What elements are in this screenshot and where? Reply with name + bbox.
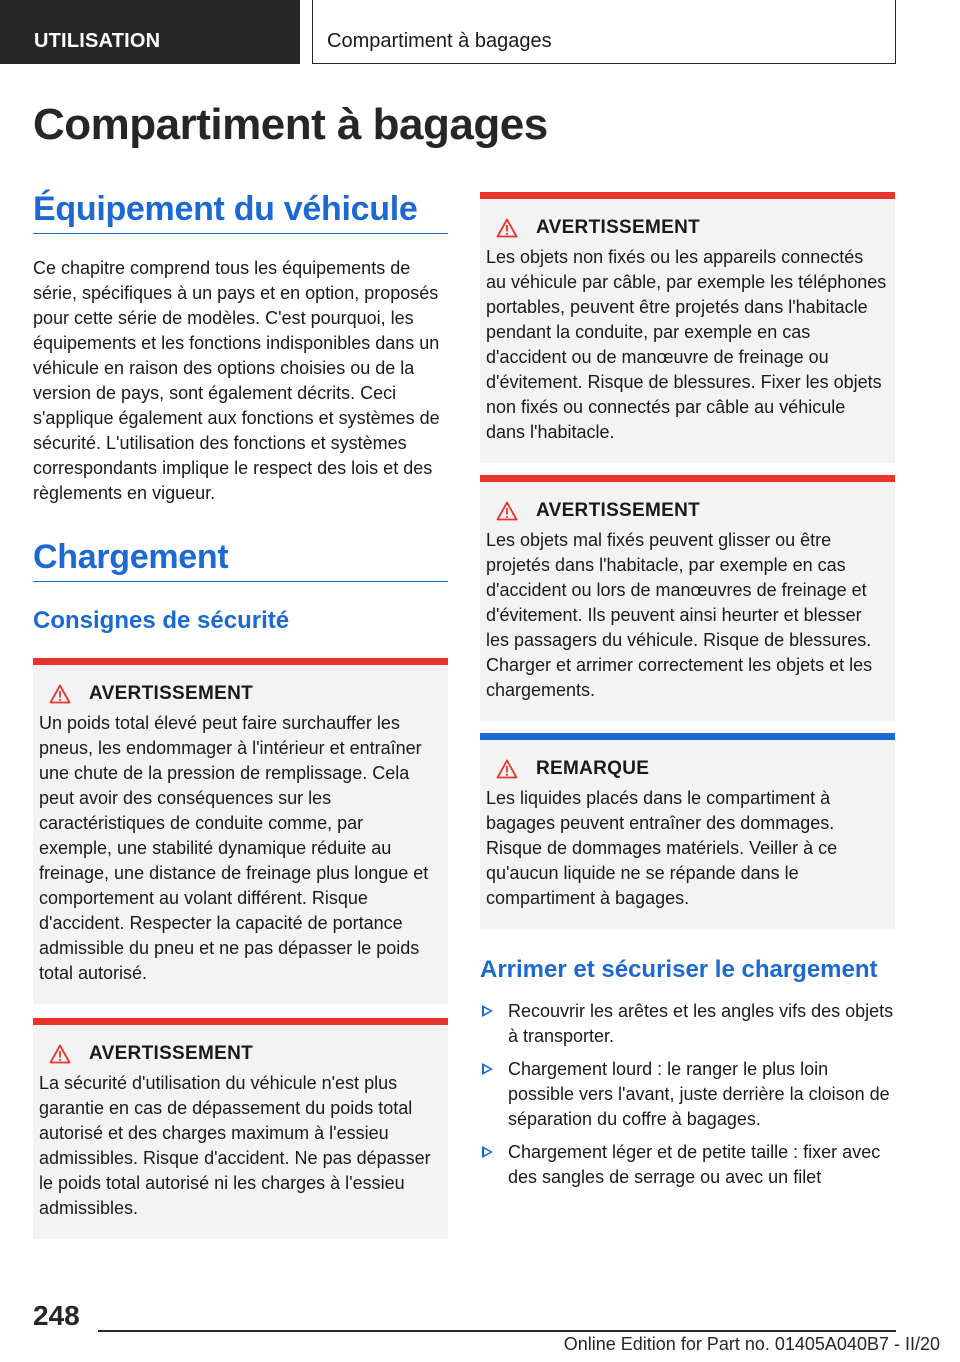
chapter-label: Compartiment à bagages <box>327 30 552 52</box>
warning-text: Un poids total élevé peut faire surchauffer les pneus, les endommager à l'intérieur et entraîner une chute de la pression de remplissage. Cela peut avoir des conséquences sur les caractéristiques de conduite comme, par exemple, une stabilité dynamique réduite au freinage, une distance de freinage plus longue et comportement au volant différent. Risque d'accident. Respecter la capacité de portance admissible du pneu et ne pas dépasser le poids total autorisé. <box>39 713 429 983</box>
warning-text: Les objets non fixés ou les appareils connectés au véhicule par câble, par exemple les téléphones portables, peuvent être projetés dans l'habitacle pendant la conduite, par exemple en cas d'accident ou de manœuvre de freinage ou d'évitement. Risque de blessures. Fixer les objets non fixés ou connectés par câble au véhicule dans l'habitacle. <box>486 247 887 442</box>
warning-text: Les objets mal fixés peuvent glisser ou être projetés dans l'habitacle, par exemple en cas d'accident ou lors de manœuvres de freinage et d'évitement. Ils peuvent ainsi heurter et blesser les passagers du véhicule. Risque de blessures. Charger et arrimer correctement les objets et les chargements. <box>486 530 873 700</box>
warning-box-1 <box>33 658 448 1004</box>
edition-text: Online Edition for Part no. 01405A040B7 - II/20 <box>563 1334 940 1354</box>
list-item-text: Recouvrir les arêtes et les angles vifs des objets à transporter. <box>508 1001 894 1046</box>
warning-box-3 <box>480 192 895 463</box>
bullet-arrow-icon <box>482 1005 493 1017</box>
equipment-heading: Équipement du véhicule <box>33 190 448 234</box>
warning-label: AVERTISSEMENT <box>89 1043 254 1064</box>
page-number: 248 <box>33 1300 80 1331</box>
loading-heading: Chargement <box>33 538 448 582</box>
page-title: Compartiment à bagages <box>33 100 548 149</box>
chapter-header <box>312 0 896 64</box>
bullet-arrow-icon <box>482 1146 493 1158</box>
left-column <box>33 190 448 1239</box>
list-item-text: Chargement léger et de petite taille : fixer avec des sangles de serrage ou avec un filet <box>508 1142 881 1187</box>
warning-text: La sécurité d'utilisation du véhicule n'est plus garantie en cas de dépassement du poids total autorisé et des charges maximum à l'essieu admissibles. Risque d'accident. Ne pas dépasser le poids total autorisé ni les charges à l'essieu admissibles. <box>39 1073 431 1218</box>
securing-list <box>480 999 895 1190</box>
warning-header <box>39 683 440 705</box>
warning-triangle-icon <box>49 1044 71 1064</box>
warning-box-4 <box>480 475 895 721</box>
list-item <box>480 999 895 1049</box>
warning-box-2 <box>33 1018 448 1239</box>
warning-label: AVERTISSEMENT <box>536 217 701 238</box>
warning-triangle-icon <box>496 759 518 779</box>
warning-label: AVERTISSEMENT <box>89 683 254 704</box>
warning-triangle-icon <box>49 684 71 704</box>
equipment-text: Ce chapitre comprend tous les équipements de série, spécifiques à un pays et en option, proposés pour cette série de modèles. C'est pourquoi, les équipements et les fonctions indisponibles dans un véhicule en raison des options choisies ou de la version de pays, sont également décrits. Ceci s'applique également aux fonctions et systèmes de sécurité. L'utilisation des fonctions et systèmes correspondants implique le respect des lois et des règlements en vigueur. <box>33 258 440 503</box>
section-label: UTILISATION <box>34 30 161 52</box>
right-column <box>480 192 895 1198</box>
safety-heading: Consignes de sécurité <box>33 607 290 634</box>
warning-header <box>486 500 887 522</box>
note-box <box>480 733 895 929</box>
warning-header <box>486 217 887 239</box>
list-item <box>480 1057 895 1132</box>
list-item <box>480 1140 895 1190</box>
section-tab <box>0 0 300 64</box>
warning-header <box>39 1043 440 1065</box>
warning-triangle-icon <box>496 218 518 238</box>
securing-heading: Arrimer et sécuriser le chargement <box>480 956 878 983</box>
list-item-text: Chargement lourd : le ranger le plus loin possible vers l'avant, juste derrière la cloison de séparation du coffre à bagages. <box>508 1059 890 1129</box>
note-text: Les liquides placés dans le compartiment à bagages peuvent entraîner des dommages. Risque de dommages matériels. Veiller à ce qu'aucun liquide ne se répande dans le compartiment à bagages. <box>486 788 838 908</box>
footer-divider <box>98 1330 896 1332</box>
note-label: REMARQUE <box>536 758 650 779</box>
note-header <box>486 758 887 780</box>
warning-triangle-icon <box>496 501 518 521</box>
bullet-arrow-icon <box>482 1063 493 1075</box>
warning-label: AVERTISSEMENT <box>536 500 701 521</box>
